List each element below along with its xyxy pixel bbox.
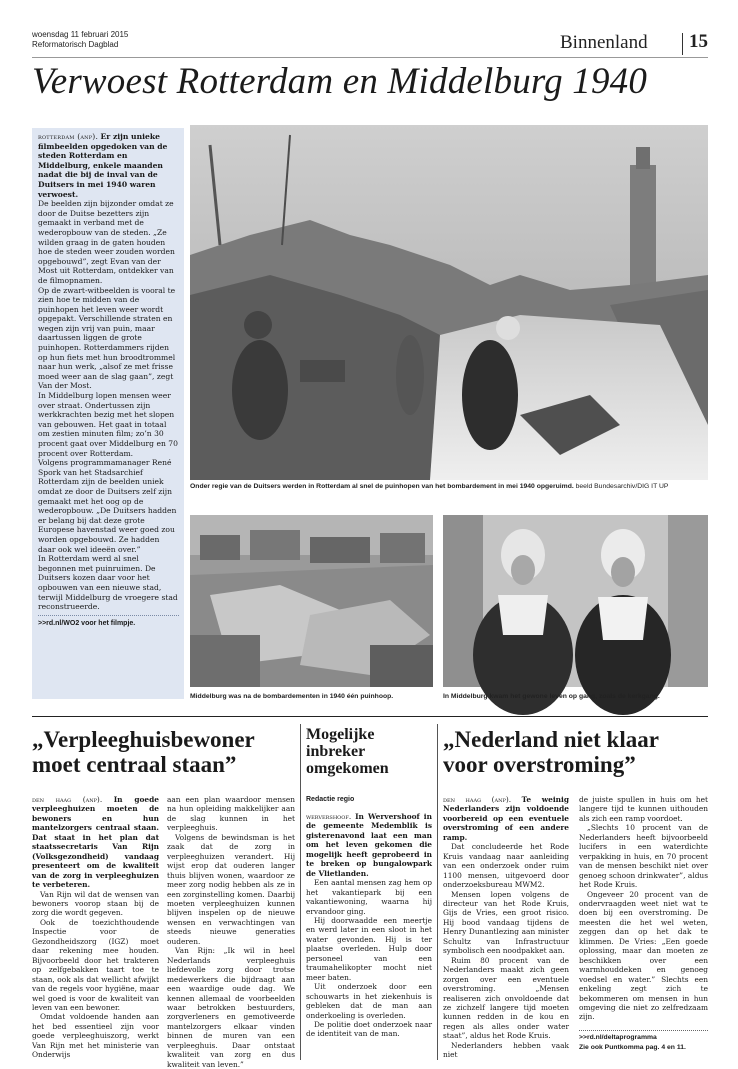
byline: Redactie regio — [306, 796, 355, 803]
section-divider — [32, 716, 708, 717]
lead-text: In goede verpleeghuizen moeten de bewoners en hun mantelzorgers centraal staan. Dat staat in het plan dat staatssecretaris Van Rijn (Volksgezondheid) vandaag presenteert om de kwaliteit van de zorg in verpleeghuizen te verbeteren. — [32, 795, 159, 890]
paragraph: Volgens de bewindsman is het zaak dat de zorg in verpleeghuizen verandert. Hij wijst erop dat ouderen langer thuis blijven wonen, waardoor ze meer zorg nodig hebben als ze in een zorginstelling komen. Daarbij moeten verpleeghuizen kunnen blijven inspelen op de nieuwe wensen en verwachtingen van steeds nieuwe generaties ouderen. — [167, 832, 295, 946]
paragraph: „Slechts 10 procent van de Nederlanders heeft bijvoorbeeld lucifers in een waterdichte verpakking in huis, en 70 procent van de mensen beschikt niet over genoeg schoon drinkwater”, aldus het Rode Kruis. — [579, 823, 708, 890]
paragraph: Mensen lopen volgens de directeur van het Rode Kruis, Gijs de Vries, een groot risico. Hij bood vandaag tijdens de Henry Dunantlezing aan minister Schultz van Infrastructuur symbolisch een noodpakket aan. — [443, 889, 569, 956]
deltaprogramma-link[interactable]: >>rd.nl/deltaprogramma — [579, 1034, 657, 1041]
article-left-headline: „Verpleeghuisbewoner moet centraal staan” — [32, 727, 255, 777]
paragraph: Ruim 80 procent van de Nederlanders maakt zich geen zorgen over een eventuele overstroming. „Mensen realiseren zich onvoldoende dat ze zichzelf langere tijd moeten kunnen redden in de kou en regen als alles onder water staat”, aldus het Rode Kruis. — [443, 955, 569, 1041]
paragraph: Dat concludeerde het Rode Kruis vandaag naar aanleiding van een onderzoek onder ruim 1100 mensen, uitgevoerd door onderzoeksbureau MWM2. — [443, 842, 569, 890]
article-middle-headline: Mogelijke inbreker omgekomen — [306, 726, 389, 777]
section-name: Binnenland — [560, 32, 648, 53]
article-middle-lead — [306, 812, 432, 878]
paragraph: Van Rijn: „Ik wil in heel Nederlands verpleeghuis liefdevolle zorg door trotse medewerkers die bijdraagt aan een waardige oude dag. We kennen allemaal de voorbeelden waar betrokken bestuurders, zorgverleners en gemotiveerde mantelzorgers elkaar vinden binnen de muren van een verpleeghuis. Daar ontstaat kwaliteit van zorg en dus kwaliteit van leven.” — [167, 946, 295, 1069]
paragraph: In Rotterdam werd al snel begonnen met puinruimen. De Duitsers kozen daar voor het opbouwen van een nieuwe stad, terwijl Middelburg de vroegere stad reconstrueerde. — [38, 554, 178, 612]
column-rule — [437, 724, 438, 1060]
dateline: den haag (anp). — [32, 795, 103, 804]
paragraph: Ongeveer 20 procent van de ondervraagden weet niet wat te doen bij een overstroming. De meesten die het wel weten, zeggen dan op het dak te klimmen. De Vries: „Een goede oplossing, maar dan moeten ze beschikken over een warmhouddeken en genoeg voedsel en water.” Slechts een enkeling zegt zich te bekommeren om mensen in hun omgeving die niet zo zelfredzaam zijn. — [579, 889, 708, 1022]
paragraph: Uit onderzoek door een schouwarts in het ziekenhuis is gebleken dat de man aan onderkoeling is overleden. — [306, 982, 432, 1020]
page-number: 15 — [689, 31, 708, 52]
right-photo-caption: In Middelburg kwam het gewone leven op gang, zoals de kerkgang. — [443, 693, 660, 700]
see-also: Zie ook Puntkomma pag. 4 en 11. — [579, 1044, 686, 1051]
caption-text: Onder regie van de Duitsers werden in Rotterdam al snel de puinhopen van het bombardement in mei 1940 opgeruimd. — [190, 483, 574, 490]
paragraph: In Middelburg lopen mensen weer over straat. Ondertussen zijn werkkrachten bezig met het slopen van gebouwen. Het gaat in totaal om zestien minuten film; zo’n 30 procent gaat over Middelburg en 70 procent over Rotterdam. — [38, 391, 178, 458]
left-photo-caption: Middelburg was na de bombardementen in 1940 één puinhoop. — [190, 693, 394, 700]
main-article-lead — [38, 132, 179, 199]
article-middle-body — [306, 812, 432, 1062]
masthead-info — [32, 30, 128, 50]
dateline: wervershoof. — [306, 812, 352, 821]
dateline: den haag (anp). — [443, 795, 512, 804]
header-divider — [682, 33, 683, 55]
paragraph: Hij doorwaadde een meertje en werd later in een sloot in het water gevonden. Hij is ter plaatse overleden. Hulp door personeel van een traumahelikopter mocht niet meer baten. — [306, 915, 432, 982]
paragraph: Nederlanders hebben vaak niet — [443, 1040, 569, 1060]
lead-text: Er zijn unieke filmbeelden opgedoken van de steden Rotterdam en Middelburg, enkele maanden nadat die bij de inval van de Duitsers in mei 1940 waren verwoest. — [38, 132, 168, 199]
photo-credit: beeld Bundesarchiv/DIG IT UP — [575, 483, 669, 490]
article-left-col-1 — [32, 795, 159, 1060]
photo-middelburg-women — [443, 515, 708, 687]
main-photo-caption — [190, 482, 668, 491]
paragraph: Volgens programmamanager René Spork van het Stadsarchief Rotterdam zijn de beelden uniek omdat ze door de Duitsers zelf zijn gemaakt met het oog op de wederopbouw. „De Duitsers hadden er belang bij dat deze grote Europese havenstad weer goed zou worden opgebouwd. Ze hadden daar ook wel ideeën over.” — [38, 458, 177, 554]
paragraph: Een aantal mensen zag hem op het vakantiepark bij een vakantiewoning, waarna hij ervandoor ging. — [306, 878, 432, 916]
column-rule — [300, 724, 301, 1060]
article-right-lead — [443, 795, 569, 842]
header-rule — [32, 57, 708, 58]
film-link[interactable]: >>rd.nl/WO2 voor het filmpje. — [38, 615, 179, 629]
lead-text: Te weinig Nederlanders zijn voldoende voorbereid op een eventuele overstroming of een andere ramp. — [443, 795, 569, 842]
lead-text: In Wervershoof in de gemeente Medemblik is gisterenavond laat een man om het leven gekomen die mogelijk heeft geprobeerd in te breken op bungalowpark de Vlietlanden. — [306, 812, 432, 878]
paragraph: aan een plan waardoor mensen na hun opleiding makkelijker aan de slag kunnen in het verpleeghuis. — [167, 795, 295, 833]
article-right-col-1 — [443, 795, 569, 1060]
paragraph: Omdat voldoende handen aan het bed essentieel zijn voor goede verpleeghuiszorg, werkt Van Rijn met het ministerie van Onderwijs — [32, 1012, 159, 1060]
paragraph: De beelden zijn bijzonder omdat ze door de Duitse bezetters zijn gemaakt in verband met de wederopbouw van de steden. „Ze wilden graag in de gaten houden hoe de steden weer zouden worden opgebouwd”, zegt Evan van der Most uit Rotterdam, ontdekker van de filmopnamen. — [38, 199, 175, 285]
paragraph: Ook de toezichthoudende Inspectie voor de Gezondheidszorg (IGZ) moet daar rekening mee houden. Bijvoorbeeld door het trakteren op zelfgebakken taart toe te staan, ook als dat wellicht afwijkt van de regels voor hygiëne, maar wel goed is voor de kwaliteit van leven van een bewoner. — [32, 917, 159, 1012]
page-title: Verwoest Rotterdam en Middelburg 1940 — [32, 61, 648, 102]
dateline: rotterdam (anp). — [38, 132, 99, 141]
article-left-lead — [32, 795, 159, 890]
paragraph: De politie doet onderzoek naar de identiteit van de man. — [306, 1019, 432, 1039]
issue-date: woensdag 11 februari 2015 — [32, 30, 129, 39]
paragraph: de juiste spullen in huis om het langere tijd te kunnen uithouden als zich een ramp voordoet. — [579, 795, 708, 823]
paragraph: Op de zwart-witbeelden is vooral te zien hoe te midden van de puinhopen het leven weer wordt opgepakt. Verschillende straten en wegen zijn vrij van puin, maar daartussen liggen de grote puinhopen. Rotterdammers rijden op hun fiets met hun broodtrommel naar hun werk, „alsof ze met frisse moed weer aan de slag gaan”, zegt Van der Most. — [38, 285, 176, 391]
article-right-col-2 — [579, 795, 708, 1027]
photo-middelburg-ruins — [190, 515, 433, 687]
article-right-footer — [579, 1030, 708, 1053]
photo-rotterdam-rubble — [190, 125, 708, 480]
paragraph: Van Rijn wil dat de wensen van bewoners voorop staan bij de zorg die wordt gegeven. — [32, 889, 159, 918]
paper-name: Reformatorisch Dagblad — [32, 40, 119, 49]
article-right-headline: „Nederland niet klaar voor overstroming” — [443, 727, 659, 777]
article-left-col-2 — [167, 795, 295, 1069]
main-article-text — [32, 128, 184, 699]
